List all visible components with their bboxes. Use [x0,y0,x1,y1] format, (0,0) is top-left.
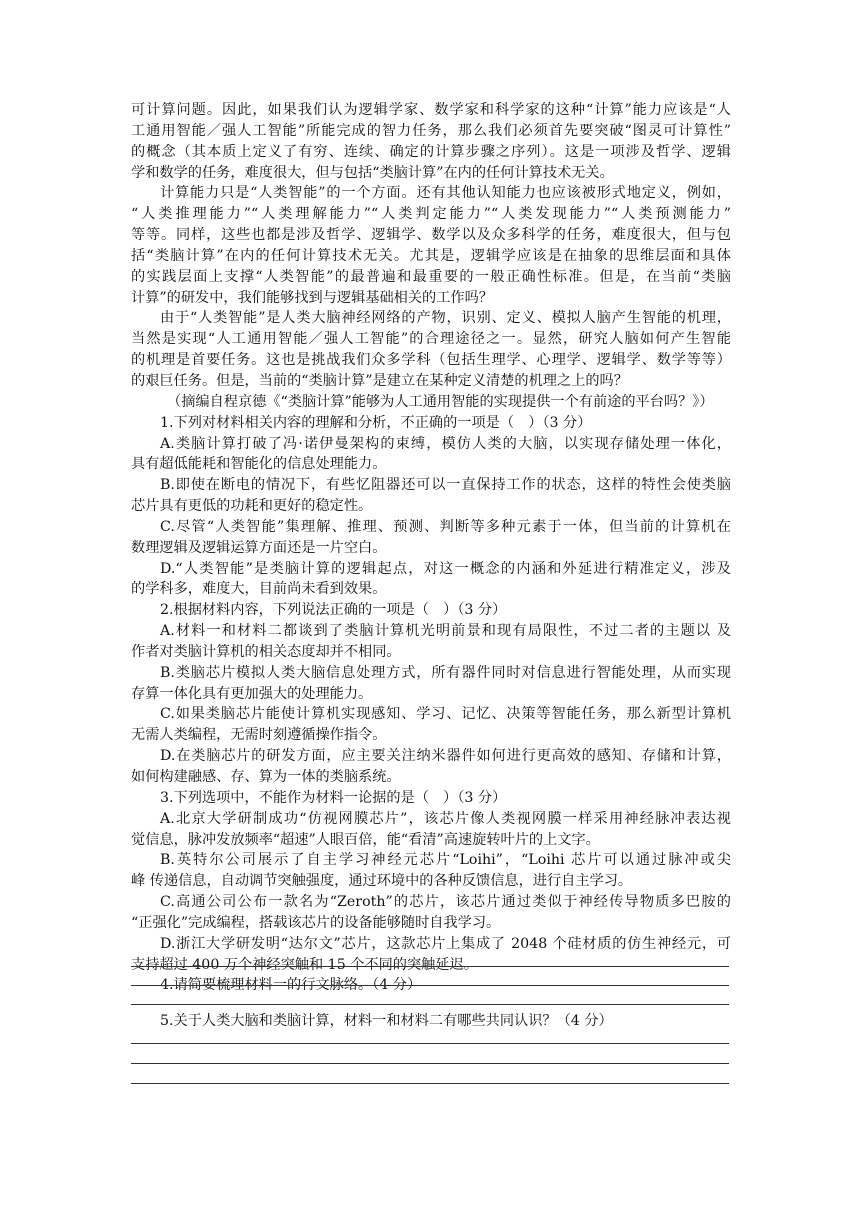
text-line: C.尽管“人类智能”集理解、推理、预测、判断等多种元素于一体，但当前的计算机在 [160,518,731,535]
text-line: 存算一体化具有更加强大的处理能力。 [131,685,373,702]
text-line: 计算能力只是“人类智能”的一个方面。还有其他认知能力也应该被形式地定义，例如， [160,185,731,202]
document-body [131,100,731,996]
text-line: 的机理是首要任务。这也是挑战我们众多学科（包括生理学、心理学、逻辑学、数学等等） [131,352,731,369]
paragraph [131,183,731,308]
answer-line[interactable] [131,985,729,986]
question-2-option-c [131,704,731,746]
text-line: A.材料一和材料二都谈到了类脑计算机光明前景和现有局限性，不过二者的主题以 及 [160,623,731,640]
text-line: 的实践层面上支撑“人类智能”的最普遍和最重要的一般正确性标准。但是，在当前“类脑 [131,268,731,285]
paragraph [131,308,731,391]
text-line: 等等。同样，这些也都是涉及哲学、逻辑学、数学以及众多科学的任务，难度很大，但与包 [131,227,731,244]
text-line: 具有超低能耗和智能化的信息处理能力。 [131,456,387,473]
text-line: 当然是实现“人工通用智能／强人工智能”的合理途径之一。显然，研究人脑如何产生智能 [131,331,731,348]
text-line: 可计算问题。因此，如果我们认为逻辑学家、数学家和科学家的这种“计算”能力应该是“人 [131,102,731,118]
question-1-option-c [131,517,731,559]
text-line: 学和数学的任务，难度很大，但与包括“类脑计算”在内的任何计算技术无关。 [131,164,614,181]
question-3-stem: 3.下列选项中，不能作为材料一论据的是（ ）（3 分） [160,789,507,806]
text-line: 的学科多，难度大，目前尚未看到效果。 [131,581,387,598]
text-line: C.如果类脑芯片能使计算机实现感知、学习、记忆、决策等智能任务，那么新型计算机 [160,706,731,723]
answer-line[interactable] [131,1043,729,1044]
text-line: “人类推理能力”“人类理解能力”“人类判定能力”“人类发现能力”“人类预测能力” [131,206,731,223]
text-line: 峰 传递信息，自动调节突触强度，通过环境中的各种反馈信息，进行自主学习。 [131,873,633,890]
question-2-stem: 2.根据材料内容，下列说法正确的一项是（ ）（3 分） [160,602,507,619]
answer-line[interactable] [131,1004,729,1005]
text-line: A.北京大学研制成功“仿视网膜芯片”，该芯片像人类视网膜一样采用神经脉冲表达视 [160,810,731,827]
question-3-option-d [131,934,731,976]
text-line: C.高通公司公布一款名为“Zeroth”的芯片，该芯片通过类似于神经传导物质多巴胺的 [160,894,731,911]
source-citation: （摘编自程京德《“类脑计算”能够为人工通用智能的实现提供一个有前途的平台吗？》） [167,393,714,410]
text-line: 支持超过 400 万个神经突触和 15 个不同的突触延迟。 [131,956,478,973]
question-1-option-b [131,475,731,517]
text-line: 芯片具有更低的功耗和更好的稳定性。 [131,498,373,515]
text-line: 作者对类脑计算机的相关态度却并不相同。 [131,643,401,660]
text-line: B.类脑芯片模拟人类大脑信息处理方式，所有器件同时对信息进行智能处理，从而实现 [160,664,731,681]
paragraph [131,100,731,183]
text-line: 工通用智能／强人工智能”所能完成的智力任务，那么我们必须首先要突破“图灵可计算性” [131,122,731,139]
text-line: 如何构建融感、存、算为一体的类脑系统。 [131,769,401,785]
text-line: A.类脑计算打破了冯·诺伊曼架构的束缚，模仿人类的大脑，以实现存储处理一体化， [160,435,731,452]
text-line: D.在类脑芯片的研发方面，应主要关注纳米器件如何进行更高效的感知、存储和计算， [160,748,731,765]
answer-line[interactable] [131,1083,729,1084]
text-line: 的概念（其本质上定义了有穷、连续、确定的计算步骤之序列）。这是一项涉及哲学、逻辑 [131,143,731,160]
question-2-option-a [131,621,731,663]
question-1-option-a [131,434,731,476]
text-line: B.英特尔公司展示了自主学习神经元芯片“Loihi”，“Loihi 芯片可以通过脉冲或尖 [160,852,731,869]
text-line: D.浙江大学研发明“达尔文”芯片，这款芯片上集成了 2048 个硅材质的仿生神经元，可 [160,935,731,952]
question-2-option-d [131,746,731,788]
question-3-option-a [131,809,731,851]
text-line: 计算”的研发中，我们能够找到与逻辑基础相关的工作吗？ [131,289,493,306]
answer-line[interactable] [131,1063,729,1064]
question-5-stem: 5.关于人类大脑和类脑计算，材料一和材料二有哪些共同认识？（4 分） [160,1013,613,1029]
question-3-option-b [131,850,731,892]
text-line: 由于“人类智能”是人类大脑神经网络的产物，识别、定义、模拟人脑产生智能的机理， [160,310,731,327]
answer-line[interactable] [131,966,729,967]
question-1-option-d [131,559,731,601]
text-line: 觉信息，脉冲发放频率“超速”人眼百倍，能“看清”高速旋转叶片的上文字。 [131,831,600,848]
text-line: D.“人类智能”是类脑计算的逻辑起点，对这一概念的内涵和外延进行精准定义，涉及 [160,560,731,577]
text-line: 的艰巨任务。但是，当前的“类脑计算”是建立在某种定义清楚的机理之上的吗？ [131,372,628,389]
question-3-option-c [131,892,731,934]
question-2-option-b [131,663,731,705]
text-line: 无需人类编程，无需时刻遵循操作指令。 [131,727,387,744]
text-line: “正强化”完成编程，搭载该芯片的设备能够随时自我学习。 [131,914,501,931]
text-line: 数理逻辑及逻辑运算方面还是一片空白。 [131,539,387,556]
question-1-stem: 1.下列对材料相关内容的理解和分析，不正确的一项是（ ）（3 分） [160,414,592,431]
text-line: 括“类脑计算”在内的任何计算技术无关。尤其是，逻辑学应该是在抽象的思维层面和具体 [131,247,731,264]
text-line: B.即使在断电的情况下，有些忆阻器还可以一直保持工作的状态，这样的特性会使类脑 [160,477,731,494]
question-4-stem: 4.请简要梳理材料一的行文脉络。（4 分） [160,977,422,994]
